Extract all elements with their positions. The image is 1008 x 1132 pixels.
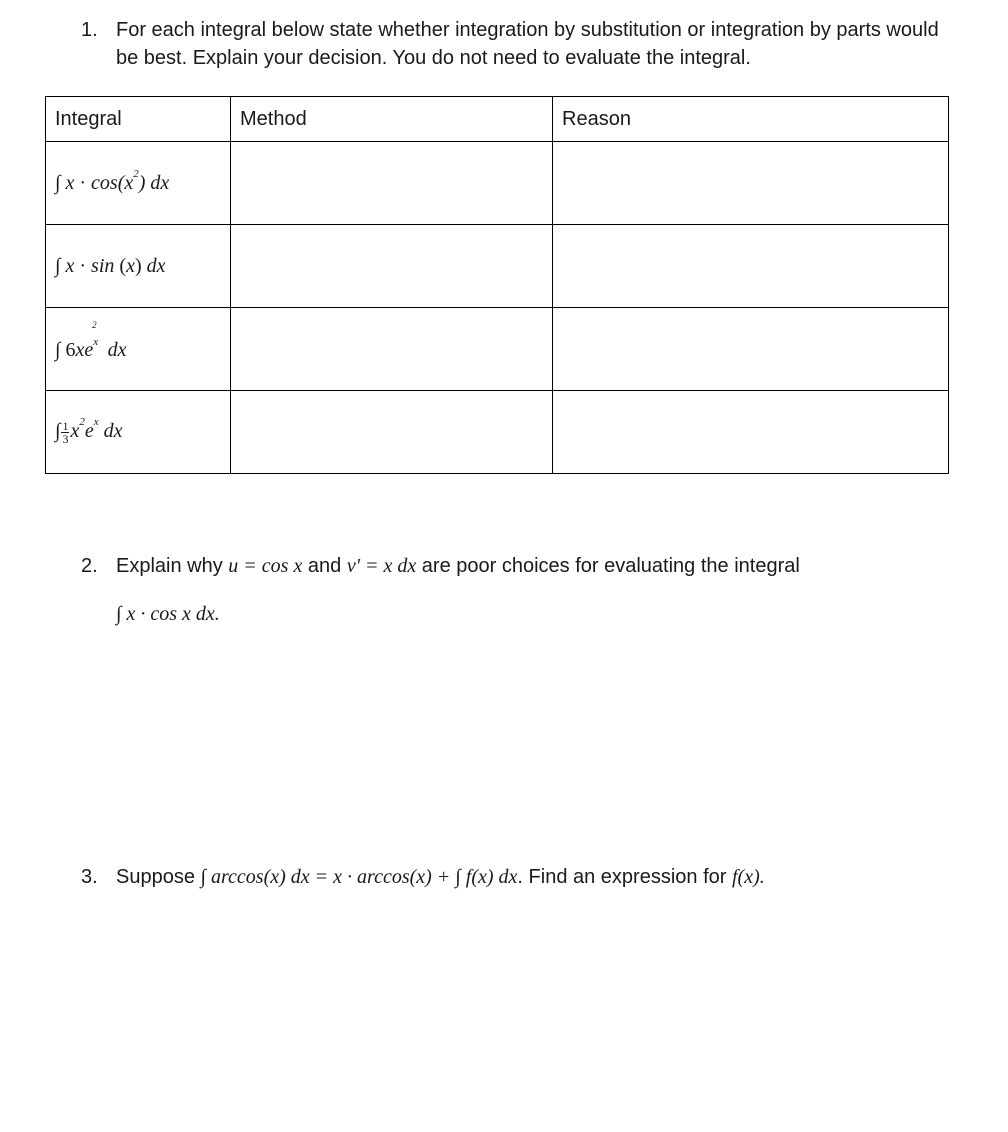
method-cell[interactable] [231,391,553,474]
integral-expression-1: ∫ $x \cdot \cos(x^2)$ dx [55,167,170,194]
v-expression: v' = x dx [346,555,417,577]
integral-expression-2: ∫ x · sin (x) dx [55,254,166,277]
integral-cell [46,391,231,474]
method-cell[interactable] [231,308,553,391]
integral-cell [46,142,231,225]
question-1-text: For each integral below state whether integration by substitution or integration by parts would be best. Explain your decision. You do not need to evaluate the integral. [116,19,939,69]
header-reason: Reason [553,97,949,142]
header-method: Method [231,97,553,142]
question-2-number: 2. [81,555,98,577]
method-cell[interactable] [231,142,553,225]
question-3-line [116,863,765,891]
reason-cell[interactable] [553,142,949,225]
method-cell[interactable] [231,225,553,308]
header-integral: Integral [46,97,231,142]
question-2-text-a: Explain why [116,555,223,577]
table-row [46,225,949,308]
table-header-row [46,97,949,142]
question-3-equation: ∫ arccos(x) dx = x · arccos(x) + ∫ f(x) dx [200,866,518,888]
reason-cell[interactable] [553,391,949,474]
u-expression: u = cos x [228,555,303,577]
table-row [46,142,949,225]
table-row [46,391,949,474]
reason-cell[interactable] [553,308,949,391]
question-2-integral: ∫ x · cos x dx. [116,603,220,625]
question-3-text-b: . Find an expression for [517,866,727,888]
integrals-table [45,96,949,474]
question-3-number: 3. [81,866,98,888]
question-2-line-1 [116,552,800,580]
question-1-number: 1. [81,19,98,41]
question-3-fx: f(x). [731,866,765,888]
question-2 [81,552,961,632]
reason-cell[interactable] [553,225,949,308]
fraction-one-third: $\frac{1}{3}$ [62,418,69,446]
question-3-text-a: Suppose [116,866,195,888]
table-row [46,308,949,391]
integral-expression-3: ∫ $6xe^{x^2}$ dx [55,319,127,362]
integral-cell [46,308,231,391]
question-2-text-b: and [307,555,342,577]
integral-cell [46,225,231,308]
question-2-text-c: are poor choices for evaluating the integral [421,555,800,577]
integral-expression-4: ∫ $\frac{1}{3}$ $x^2e^x$ dx [55,415,123,446]
